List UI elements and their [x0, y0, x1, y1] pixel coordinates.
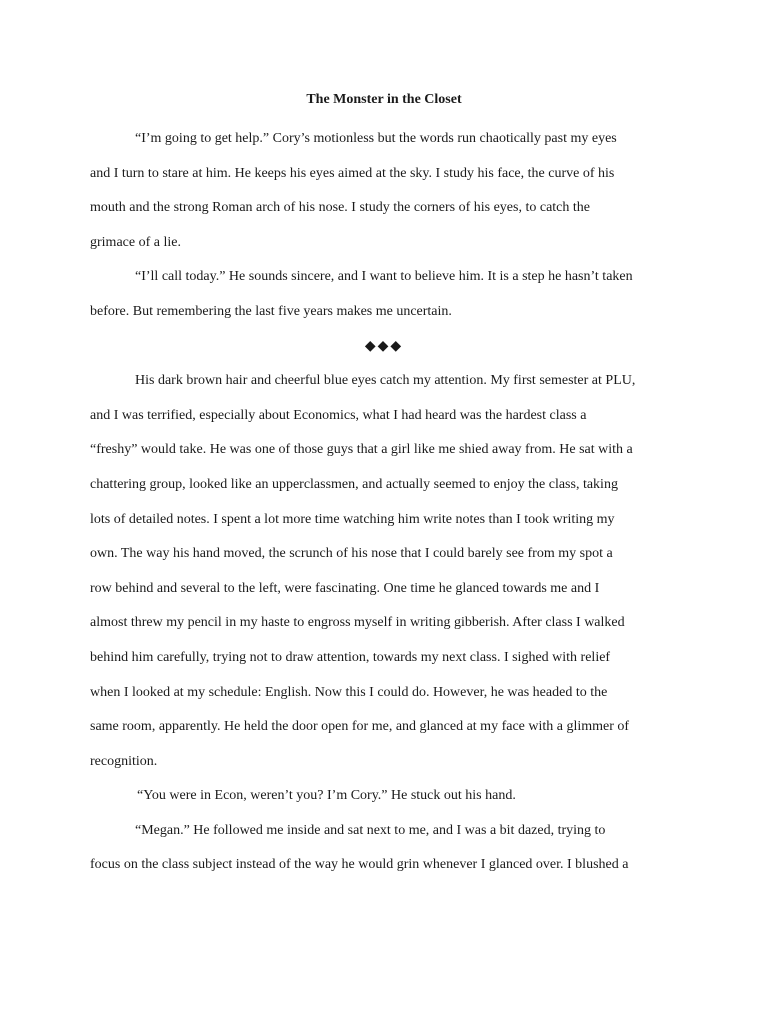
paragraph-line: almost threw my pencil in my haste to engross myself in writing gibberish. After class I walked — [90, 615, 625, 631]
paragraph-1 — [90, 122, 678, 260]
paragraph-line: chattering group, looked like an upperclassmen, and actually seemed to enjoy the class, taking — [90, 476, 618, 492]
paragraph-line: own. The way his hand moved, the scrunch of his nose that I could barely see from my spot a — [90, 546, 613, 562]
paragraph-line: mouth and the strong Roman arch of his nose. I study the corners of his eyes, to catch the — [90, 200, 590, 216]
paragraph-line: lots of detailed notes. I spent a lot more time watching him write notes than I took writing my — [90, 511, 615, 527]
paragraph-line: His dark brown hair and cheerful blue eyes catch my attention. My first semester at PLU, — [135, 373, 636, 389]
paragraph-line: recognition. — [90, 753, 158, 769]
paragraph-line: behind him carefully, trying not to draw attention, towards my next class. I sighed with relief — [90, 649, 611, 665]
paragraph-4 — [90, 779, 678, 814]
document-page — [90, 88, 678, 883]
paragraph-line: focus on the class subject instead of the way he would grin whenever I glanced over. I blushed a — [90, 857, 629, 873]
paragraph-line: “freshy” would take. He was one of those guys that a girl like me shied away from. He sat with a — [90, 442, 633, 458]
paragraph-line: grimace of a lie. — [90, 234, 181, 250]
paragraph-line: “I’m going to get help.” Cory’s motionless but the words run chaotically past my eyes — [135, 131, 617, 146]
paragraph-line: row behind and several to the left, were fascinating. One time he glanced towards me and I — [90, 580, 600, 596]
paragraph-line: and I was terrified, especially about Economics, what I had heard was the hardest class a — [90, 407, 587, 423]
paragraph-line: and I turn to stare at him. He keeps his eyes aimed at the sky. I study his face, the curve of his — [90, 165, 615, 181]
section-divider: ◆◆◆ — [364, 338, 404, 354]
paragraph-3 — [90, 364, 678, 779]
paragraph-2 — [90, 260, 678, 329]
paragraph-line: “I’ll call today.” He sounds sincere, and I want to believe him. It is a step he hasn’t taken — [135, 269, 633, 285]
paragraph-5 — [90, 814, 678, 883]
paragraph-line: “Megan.” He followed me inside and sat next to me, and I was a bit dazed, trying to — [135, 822, 606, 838]
paragraph-line: when I looked at my schedule: English. Now this I could do. However, he was headed to the — [90, 684, 608, 700]
paragraph-line: same room, apparently. He held the door open for me, and glanced at my face with a glimmer of — [90, 719, 630, 735]
document-title: The Monster in the Closet — [306, 92, 462, 107]
paragraph-line: “You were in Econ, weren’t you? I’m Cory.” He stuck out his hand. — [137, 788, 516, 804]
paragraph-line: before. But remembering the last five years makes me uncertain. — [90, 303, 452, 319]
